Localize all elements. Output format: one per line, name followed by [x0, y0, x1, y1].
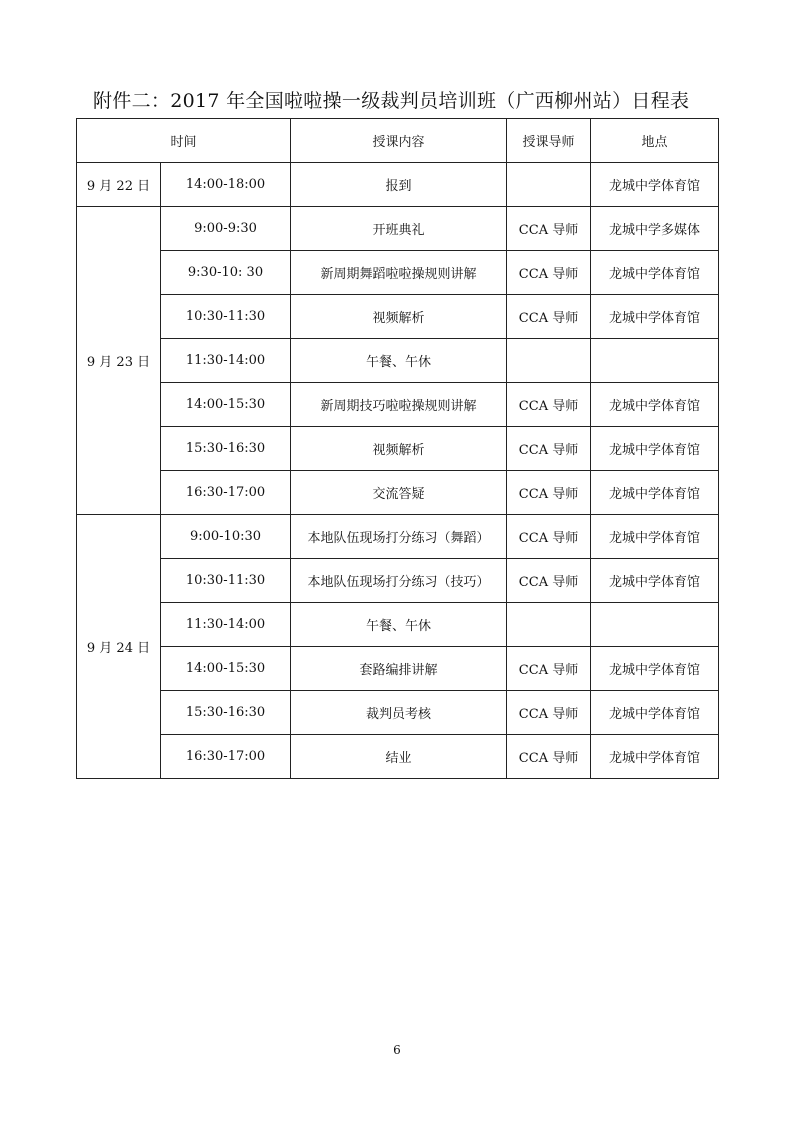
schedule-body	[77, 163, 719, 779]
instructor-cell	[507, 603, 591, 647]
time-cell: 9:00-9:30	[161, 207, 291, 251]
content-cell: 本地队伍现场打分练习（技巧）	[291, 559, 507, 603]
time-cell: 14:00-15:30	[161, 383, 291, 427]
time-cell: 15:30-16:30	[161, 427, 291, 471]
instructor-cell: CCA 导师	[507, 251, 591, 295]
document-title: 附件二：2017 年全国啦啦操一级裁判员培训班（广西柳州站）日程表	[93, 90, 690, 112]
location-cell: 龙城中学体育馆	[591, 251, 719, 295]
instructor-cell: CCA 导师	[507, 559, 591, 603]
table-row	[77, 295, 719, 339]
instructor-cell: CCA 导师	[507, 471, 591, 515]
header-content: 授课内容	[291, 119, 507, 163]
date-cell: 9 月 24 日	[77, 515, 161, 779]
table-row	[77, 735, 719, 779]
instructor-cell: CCA 导师	[507, 295, 591, 339]
instructor-cell: CCA 导师	[507, 427, 591, 471]
table-row	[77, 559, 719, 603]
time-cell: 14:00-18:00	[161, 163, 291, 207]
table-row	[77, 691, 719, 735]
table-row	[77, 471, 719, 515]
date-cell: 9 月 22 日	[77, 163, 161, 207]
content-cell: 新周期技巧啦啦操规则讲解	[291, 383, 507, 427]
location-cell: 龙城中学体育馆	[591, 295, 719, 339]
time-cell: 9:30-10: 30	[161, 251, 291, 295]
instructor-cell: CCA 导师	[507, 207, 591, 251]
location-cell: 龙城中学体育馆	[591, 163, 719, 207]
table-row	[77, 163, 719, 207]
instructor-cell: CCA 导师	[507, 515, 591, 559]
location-cell	[591, 339, 719, 383]
table-row	[77, 603, 719, 647]
table-row	[77, 251, 719, 295]
table-row	[77, 207, 719, 251]
page-number: 6	[393, 1043, 401, 1057]
time-cell: 11:30-14:00	[161, 603, 291, 647]
content-cell: 裁判员考核	[291, 691, 507, 735]
header-time: 时间	[77, 119, 291, 163]
time-cell: 14:00-15:30	[161, 647, 291, 691]
instructor-cell	[507, 163, 591, 207]
instructor-cell: CCA 导师	[507, 647, 591, 691]
header-instructor: 授课导师	[507, 119, 591, 163]
instructor-cell: CCA 导师	[507, 383, 591, 427]
content-cell: 套路编排讲解	[291, 647, 507, 691]
location-cell: 龙城中学体育馆	[591, 735, 719, 779]
content-cell: 交流答疑	[291, 471, 507, 515]
location-cell: 龙城中学体育馆	[591, 559, 719, 603]
content-cell: 午餐、午休	[291, 603, 507, 647]
time-cell: 16:30-17:00	[161, 471, 291, 515]
table-header-row	[77, 119, 719, 163]
content-cell: 视频解析	[291, 427, 507, 471]
content-cell: 报到	[291, 163, 507, 207]
table-row	[77, 339, 719, 383]
content-cell: 本地队伍现场打分练习（舞蹈）	[291, 515, 507, 559]
schedule-table	[76, 118, 719, 779]
location-cell: 龙城中学体育馆	[591, 427, 719, 471]
time-cell: 9:00-10:30	[161, 515, 291, 559]
location-cell: 龙城中学体育馆	[591, 383, 719, 427]
table-row	[77, 383, 719, 427]
time-cell: 10:30-11:30	[161, 559, 291, 603]
location-cell	[591, 603, 719, 647]
date-cell: 9 月 23 日	[77, 207, 161, 515]
location-cell: 龙城中学体育馆	[591, 515, 719, 559]
location-cell: 龙城中学体育馆	[591, 691, 719, 735]
instructor-cell: CCA 导师	[507, 735, 591, 779]
time-cell: 10:30-11:30	[161, 295, 291, 339]
content-cell: 开班典礼	[291, 207, 507, 251]
table-row	[77, 647, 719, 691]
table-row	[77, 515, 719, 559]
time-cell: 16:30-17:00	[161, 735, 291, 779]
instructor-cell: CCA 导师	[507, 691, 591, 735]
location-cell: 龙城中学体育馆	[591, 647, 719, 691]
location-cell: 龙城中学多媒体	[591, 207, 719, 251]
time-cell: 11:30-14:00	[161, 339, 291, 383]
location-cell: 龙城中学体育馆	[591, 471, 719, 515]
content-cell: 新周期舞蹈啦啦操规则讲解	[291, 251, 507, 295]
time-cell: 15:30-16:30	[161, 691, 291, 735]
content-cell: 视频解析	[291, 295, 507, 339]
header-location: 地点	[591, 119, 719, 163]
content-cell: 午餐、午休	[291, 339, 507, 383]
instructor-cell	[507, 339, 591, 383]
content-cell: 结业	[291, 735, 507, 779]
table-row	[77, 427, 719, 471]
